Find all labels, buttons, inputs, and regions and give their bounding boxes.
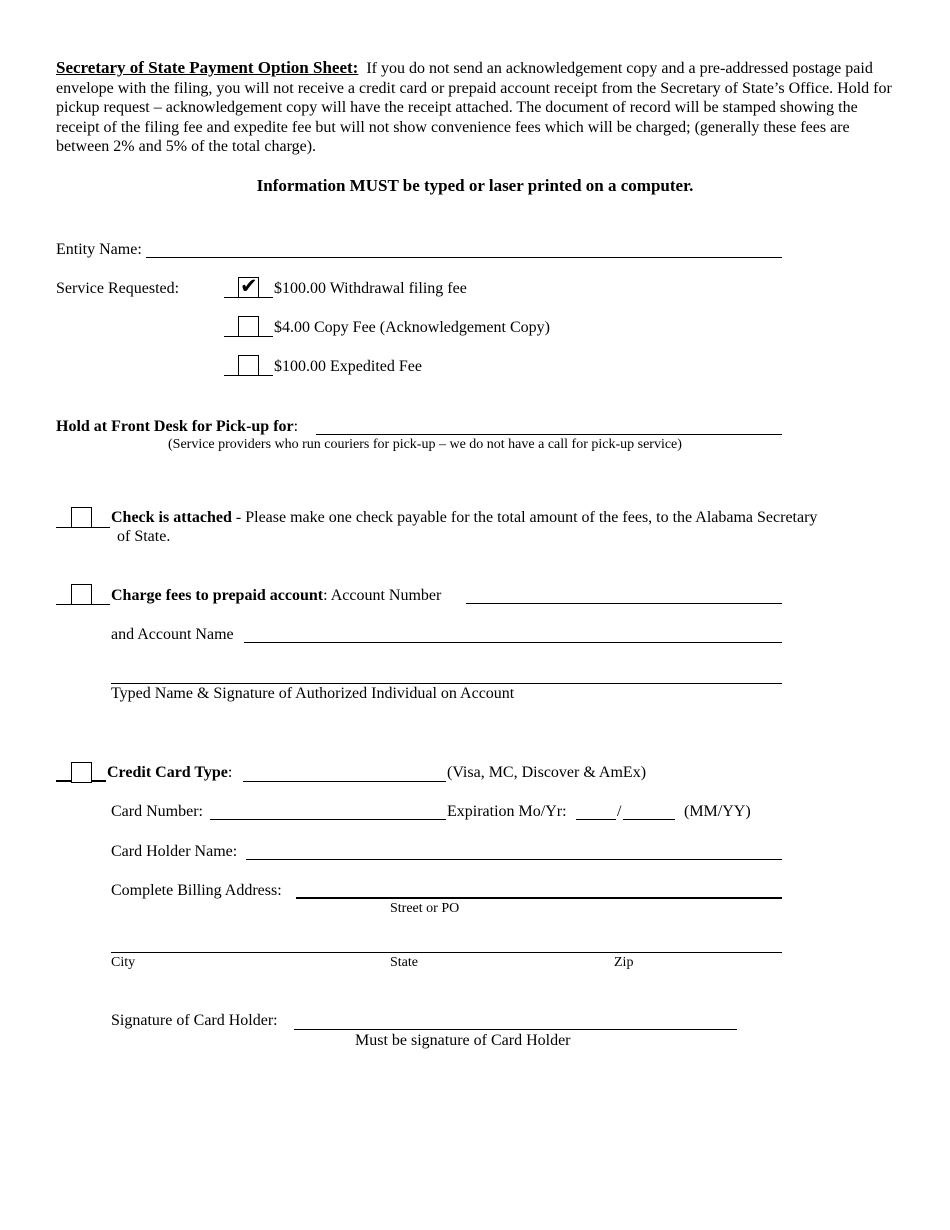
checkmark-icon: ✔ — [240, 274, 258, 298]
service-checkbox-expedited[interactable] — [238, 355, 259, 376]
prepaid-account-checkbox[interactable] — [71, 584, 92, 605]
entity-name-label: Entity Name: — [56, 241, 142, 258]
expiration-format: (MM/YY) — [684, 803, 751, 820]
service-option-copy: $4.00 Copy Fee (Acknowledgement Copy) — [274, 319, 550, 336]
expiration-month-field[interactable] — [576, 819, 616, 820]
account-name-label: and Account Name — [111, 626, 234, 643]
state-caption: State — [390, 955, 418, 970]
authorized-signature-field[interactable] — [111, 683, 782, 684]
service-blank-left-1 — [224, 297, 238, 298]
credit-card-type-field[interactable] — [243, 781, 446, 782]
account-name-field[interactable] — [244, 642, 782, 643]
card-holder-signature-label: Signature of Card Holder: — [111, 1012, 278, 1029]
service-option-withdrawal: $100.00 Withdrawal filing fee — [274, 280, 467, 297]
card-number-field[interactable] — [210, 819, 446, 820]
hold-pickup-label: Hold at Front Desk for Pick-up for: — [56, 418, 299, 435]
typed-notice: Information MUST be typed or laser printed on a computer. — [256, 176, 694, 195]
card-holder-signature-caption: Must be signature of Card Holder — [355, 1032, 571, 1049]
prepaid-account-label: Charge fees to prepaid account: Account Number — [111, 587, 442, 604]
zip-caption: Zip — [614, 955, 634, 970]
billing-street-field[interactable] — [296, 897, 782, 899]
authorized-signature-caption: Typed Name & Signature of Authorized Individual on Account — [111, 685, 515, 702]
check-attached-text-2: of State. — [117, 528, 171, 545]
card-number-label: Card Number: — [111, 803, 203, 820]
hold-pickup-field[interactable] — [316, 434, 782, 435]
card-holder-name-label: Card Holder Name: — [111, 843, 238, 860]
credit-card-checkbox[interactable] — [71, 762, 92, 783]
expiration-separator: / — [617, 803, 622, 820]
prepaid-blank-right — [92, 604, 110, 605]
account-number-field[interactable] — [466, 603, 782, 604]
hold-pickup-note: (Service providers who run couriers for pick-up – we do not have a call for pick-up service) — [168, 437, 682, 452]
card-holder-signature-field[interactable] — [294, 1029, 737, 1030]
city-caption: City — [111, 955, 136, 970]
credit-card-type-label: Credit Card Type: — [107, 764, 233, 781]
card-holder-name-field[interactable] — [246, 859, 782, 860]
service-checkbox-withdrawal[interactable] — [238, 274, 259, 298]
check-blank-right — [92, 527, 110, 528]
check-blank-left — [56, 527, 71, 528]
check-attached-text: Check is attached - Please make one check payable for the total amount of the fees, to the Alabama Secretary — [111, 509, 818, 526]
check-attached-checkbox[interactable] — [71, 507, 92, 528]
service-option-expedited: $100.00 Expedited Fee — [274, 358, 422, 375]
expiration-label: Expiration Mo/Yr: — [447, 803, 567, 820]
entity-name-field[interactable] — [146, 257, 782, 258]
billing-city-state-zip-field[interactable] — [111, 952, 782, 953]
intro-paragraph — [56, 58, 892, 157]
service-blank-right-2 — [259, 336, 273, 337]
intro-text: If you do not send an acknowledgement copy and a pre-addressed postage paid envelope with the filing, you will not receive a credit card or prepaid account receipt from the Secretary of State’s Office. Hold for pickup request – acknowledgement copy will have the receipt attached. The document of record will be stamped showing the receipt of the filing fee and expedite fee but will not show convenience fees which will be charged; (generally these fees are between 2% and 5% of the total charge). — [56, 60, 892, 155]
service-blank-right-1 — [259, 297, 273, 298]
expiration-year-field[interactable] — [623, 819, 675, 820]
billing-address-label: Complete Billing Address: — [111, 882, 282, 899]
credit-card-types: (Visa, MC, Discover & AmEx) — [447, 764, 647, 781]
credit-blank-left — [56, 780, 71, 782]
prepaid-blank-left — [56, 604, 71, 605]
service-blank-left-3 — [224, 375, 238, 376]
street-caption: Street or PO — [390, 901, 460, 916]
credit-blank-right — [92, 780, 106, 782]
intro-lead: Secretary of State Payment Option Sheet: — [56, 58, 359, 77]
service-checkbox-copy[interactable] — [238, 316, 259, 337]
service-blank-right-3 — [259, 375, 273, 376]
service-blank-left-2 — [224, 336, 238, 337]
service-requested-label: Service Requested: — [56, 280, 180, 297]
